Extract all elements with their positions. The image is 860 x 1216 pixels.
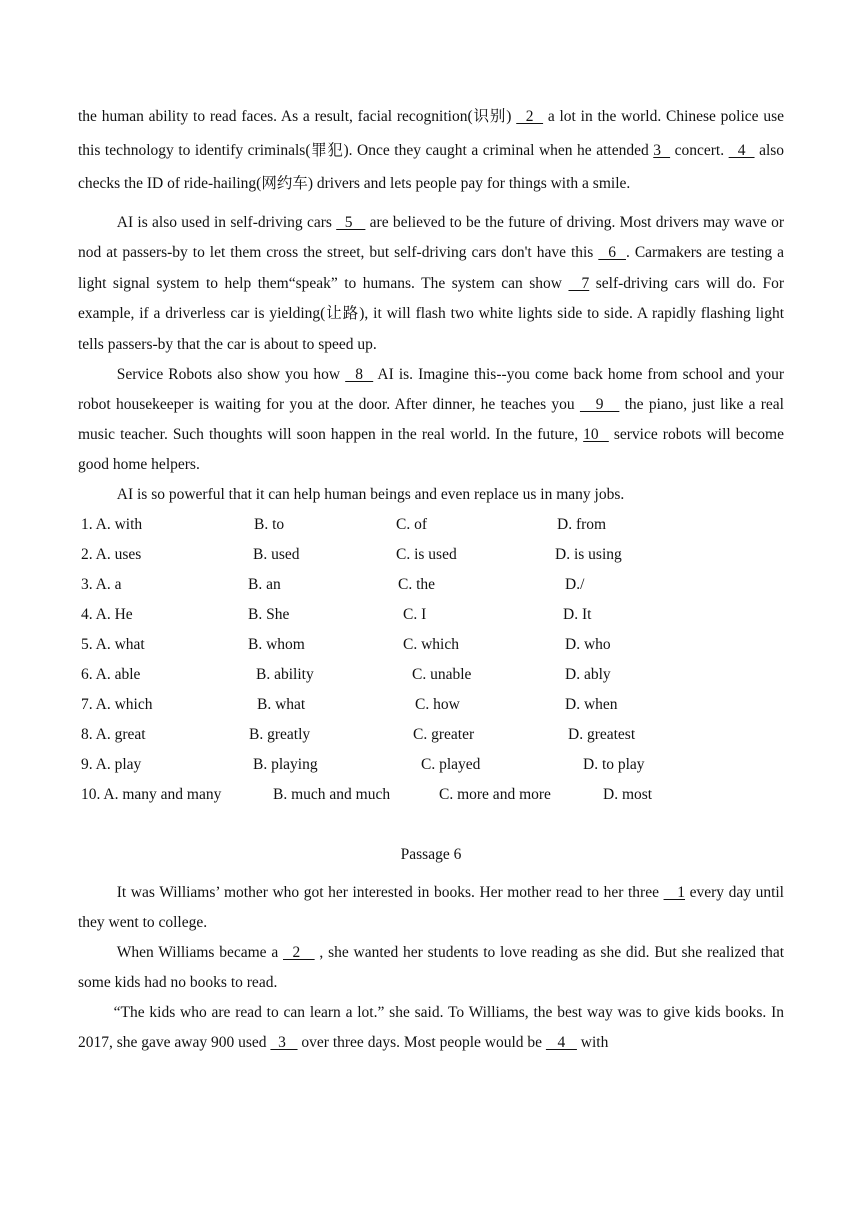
option-c: C. more and more <box>439 786 551 803</box>
blank-4: 4 <box>545 1034 577 1051</box>
text: the piano, just like a real music teacher. Such thoughts will soon happen in the real world. In the future, <box>78 396 784 443</box>
passage6-paragraph-1 <box>78 878 784 938</box>
option-c: C. of <box>396 516 427 533</box>
text: the human ability to read faces. As a result, facial recognition(识别) <box>78 108 517 125</box>
option-row-7 <box>78 690 784 720</box>
option-a: 7. A. which <box>81 696 153 713</box>
option-a: 10. A. many and many <box>81 786 222 803</box>
text: with <box>576 1034 609 1051</box>
passage6-paragraph-2 <box>78 938 784 998</box>
text: AI is. Imagine this--you come back home from school and your robot housekeeper is waiting for you at the door. After dinner, he teaches you <box>78 366 784 413</box>
option-b: B. She <box>248 606 290 623</box>
blank-9: 9 <box>579 396 620 413</box>
option-a: 6. A. able <box>81 666 141 683</box>
text: self-driving cars will do. For example, if a driverless car is yielding(让路), it will flash two white lights side to side. A rapidly flashing light tells passers-by that the car is about to speed up. <box>78 274 784 353</box>
option-row-3 <box>78 570 784 600</box>
text: are believed to be the future of driving. Most drivers may wave or nod at passers-by to let them cross the street, but self-driving cars don't have this <box>78 213 784 261</box>
option-d: D. most <box>603 786 653 803</box>
option-c: C. how <box>415 696 460 713</box>
text: over three days. Most people would be <box>297 1034 546 1051</box>
passage6-title: Passage 6 <box>400 846 462 863</box>
option-d: D. when <box>565 696 618 713</box>
text: also checks the ID of ride-hailing(网约车) drivers and lets people pay for things with a smile. <box>78 141 785 192</box>
blank-4: 4 <box>728 141 755 159</box>
blank-7: 7 <box>568 274 590 292</box>
option-row-8 <box>78 720 784 750</box>
blank-8: 8 <box>345 366 374 383</box>
text: every day until they went to college. <box>78 884 784 931</box>
option-a: 4. A. He <box>81 606 133 623</box>
option-row-6 <box>78 660 784 690</box>
option-a: 9. A. play <box>81 756 142 773</box>
text: Service Robots also show you how <box>116 366 346 383</box>
text: “The kids who are read to can learn a lot.” she said. To Williams, the best way was to give kids books. In 2017, she gave away 900 used <box>78 1004 784 1051</box>
blank-5: 5 <box>336 213 366 231</box>
option-a: 2. A. uses <box>81 546 142 563</box>
option-a: 3. A. a <box>81 576 122 593</box>
blank-6: 6 <box>598 244 626 261</box>
option-b: B. whom <box>248 636 305 653</box>
blank-3: 3 <box>653 141 671 159</box>
option-row-5 <box>78 630 784 660</box>
blank-2: 2 <box>516 108 544 125</box>
text: , she wanted her students to love reading as she did. But she realized that some kids had no books to read. <box>78 944 785 991</box>
option-a: 1. A. with <box>81 516 143 533</box>
text: service robots will become good home helpers. <box>78 426 784 473</box>
option-d: D./ <box>565 576 585 593</box>
worksheet-page <box>78 100 784 1058</box>
option-c: C. I <box>403 606 427 623</box>
text: a lot in the world. Chinese police use this technology to identify criminals(罪犯). Once they caught a criminal when he attended <box>78 108 784 159</box>
answer-options <box>78 510 784 810</box>
option-d: D. is using <box>555 546 622 563</box>
passage5-paragraph-3 <box>78 360 784 480</box>
blank-10: 10 <box>583 426 609 443</box>
text: . Carmakers are testing a light signal system to help them“speak” to humans. The system can show <box>78 244 785 292</box>
option-b: B. much and much <box>273 786 391 803</box>
option-a: 5. A. what <box>81 636 145 653</box>
option-b: B. to <box>254 516 285 533</box>
option-b: B. what <box>257 696 306 713</box>
option-b: B. used <box>253 546 300 563</box>
option-c: C. is used <box>396 546 457 563</box>
option-d: D. greatest <box>568 726 636 743</box>
passage5-paragraph-1 <box>78 100 784 201</box>
option-a: 8. A. great <box>81 726 146 743</box>
option-d: D. It <box>563 606 592 623</box>
option-d: D. from <box>557 516 607 533</box>
option-b: B. ability <box>256 666 314 683</box>
option-d: D. ably <box>565 666 611 683</box>
option-c: C. unable <box>412 666 472 683</box>
option-d: D. to play <box>583 756 645 773</box>
option-d: D. who <box>565 636 611 653</box>
passage6-paragraph-3 <box>78 998 784 1058</box>
text: When Williams became a <box>116 944 283 961</box>
blank-2: 2 <box>283 944 315 961</box>
blank-1: 1 <box>663 884 686 901</box>
text: It was Williams’ mother who got her interested in books. Her mother read to her three <box>116 884 664 901</box>
option-row-1 <box>78 510 784 540</box>
passage5-paragraph-4: AI is so powerful that it can help human beings and even replace us in many jobs. <box>116 486 625 503</box>
option-row-4 <box>78 600 784 630</box>
text: concert. <box>670 141 729 159</box>
option-b: B. playing <box>253 756 318 773</box>
option-c: C. greater <box>413 726 475 743</box>
passage5-paragraph-2 <box>78 208 784 361</box>
blank-3: 3 <box>270 1034 298 1051</box>
option-b: B. greatly <box>249 726 311 743</box>
option-row-2 <box>78 540 784 570</box>
option-c: C. which <box>403 636 459 653</box>
text: AI is also used in self-driving cars <box>116 213 337 231</box>
option-b: B. an <box>248 576 281 593</box>
option-c: C. the <box>398 576 436 593</box>
option-c: C. played <box>421 756 481 773</box>
option-row-10 <box>78 780 784 810</box>
option-row-9 <box>78 750 784 780</box>
